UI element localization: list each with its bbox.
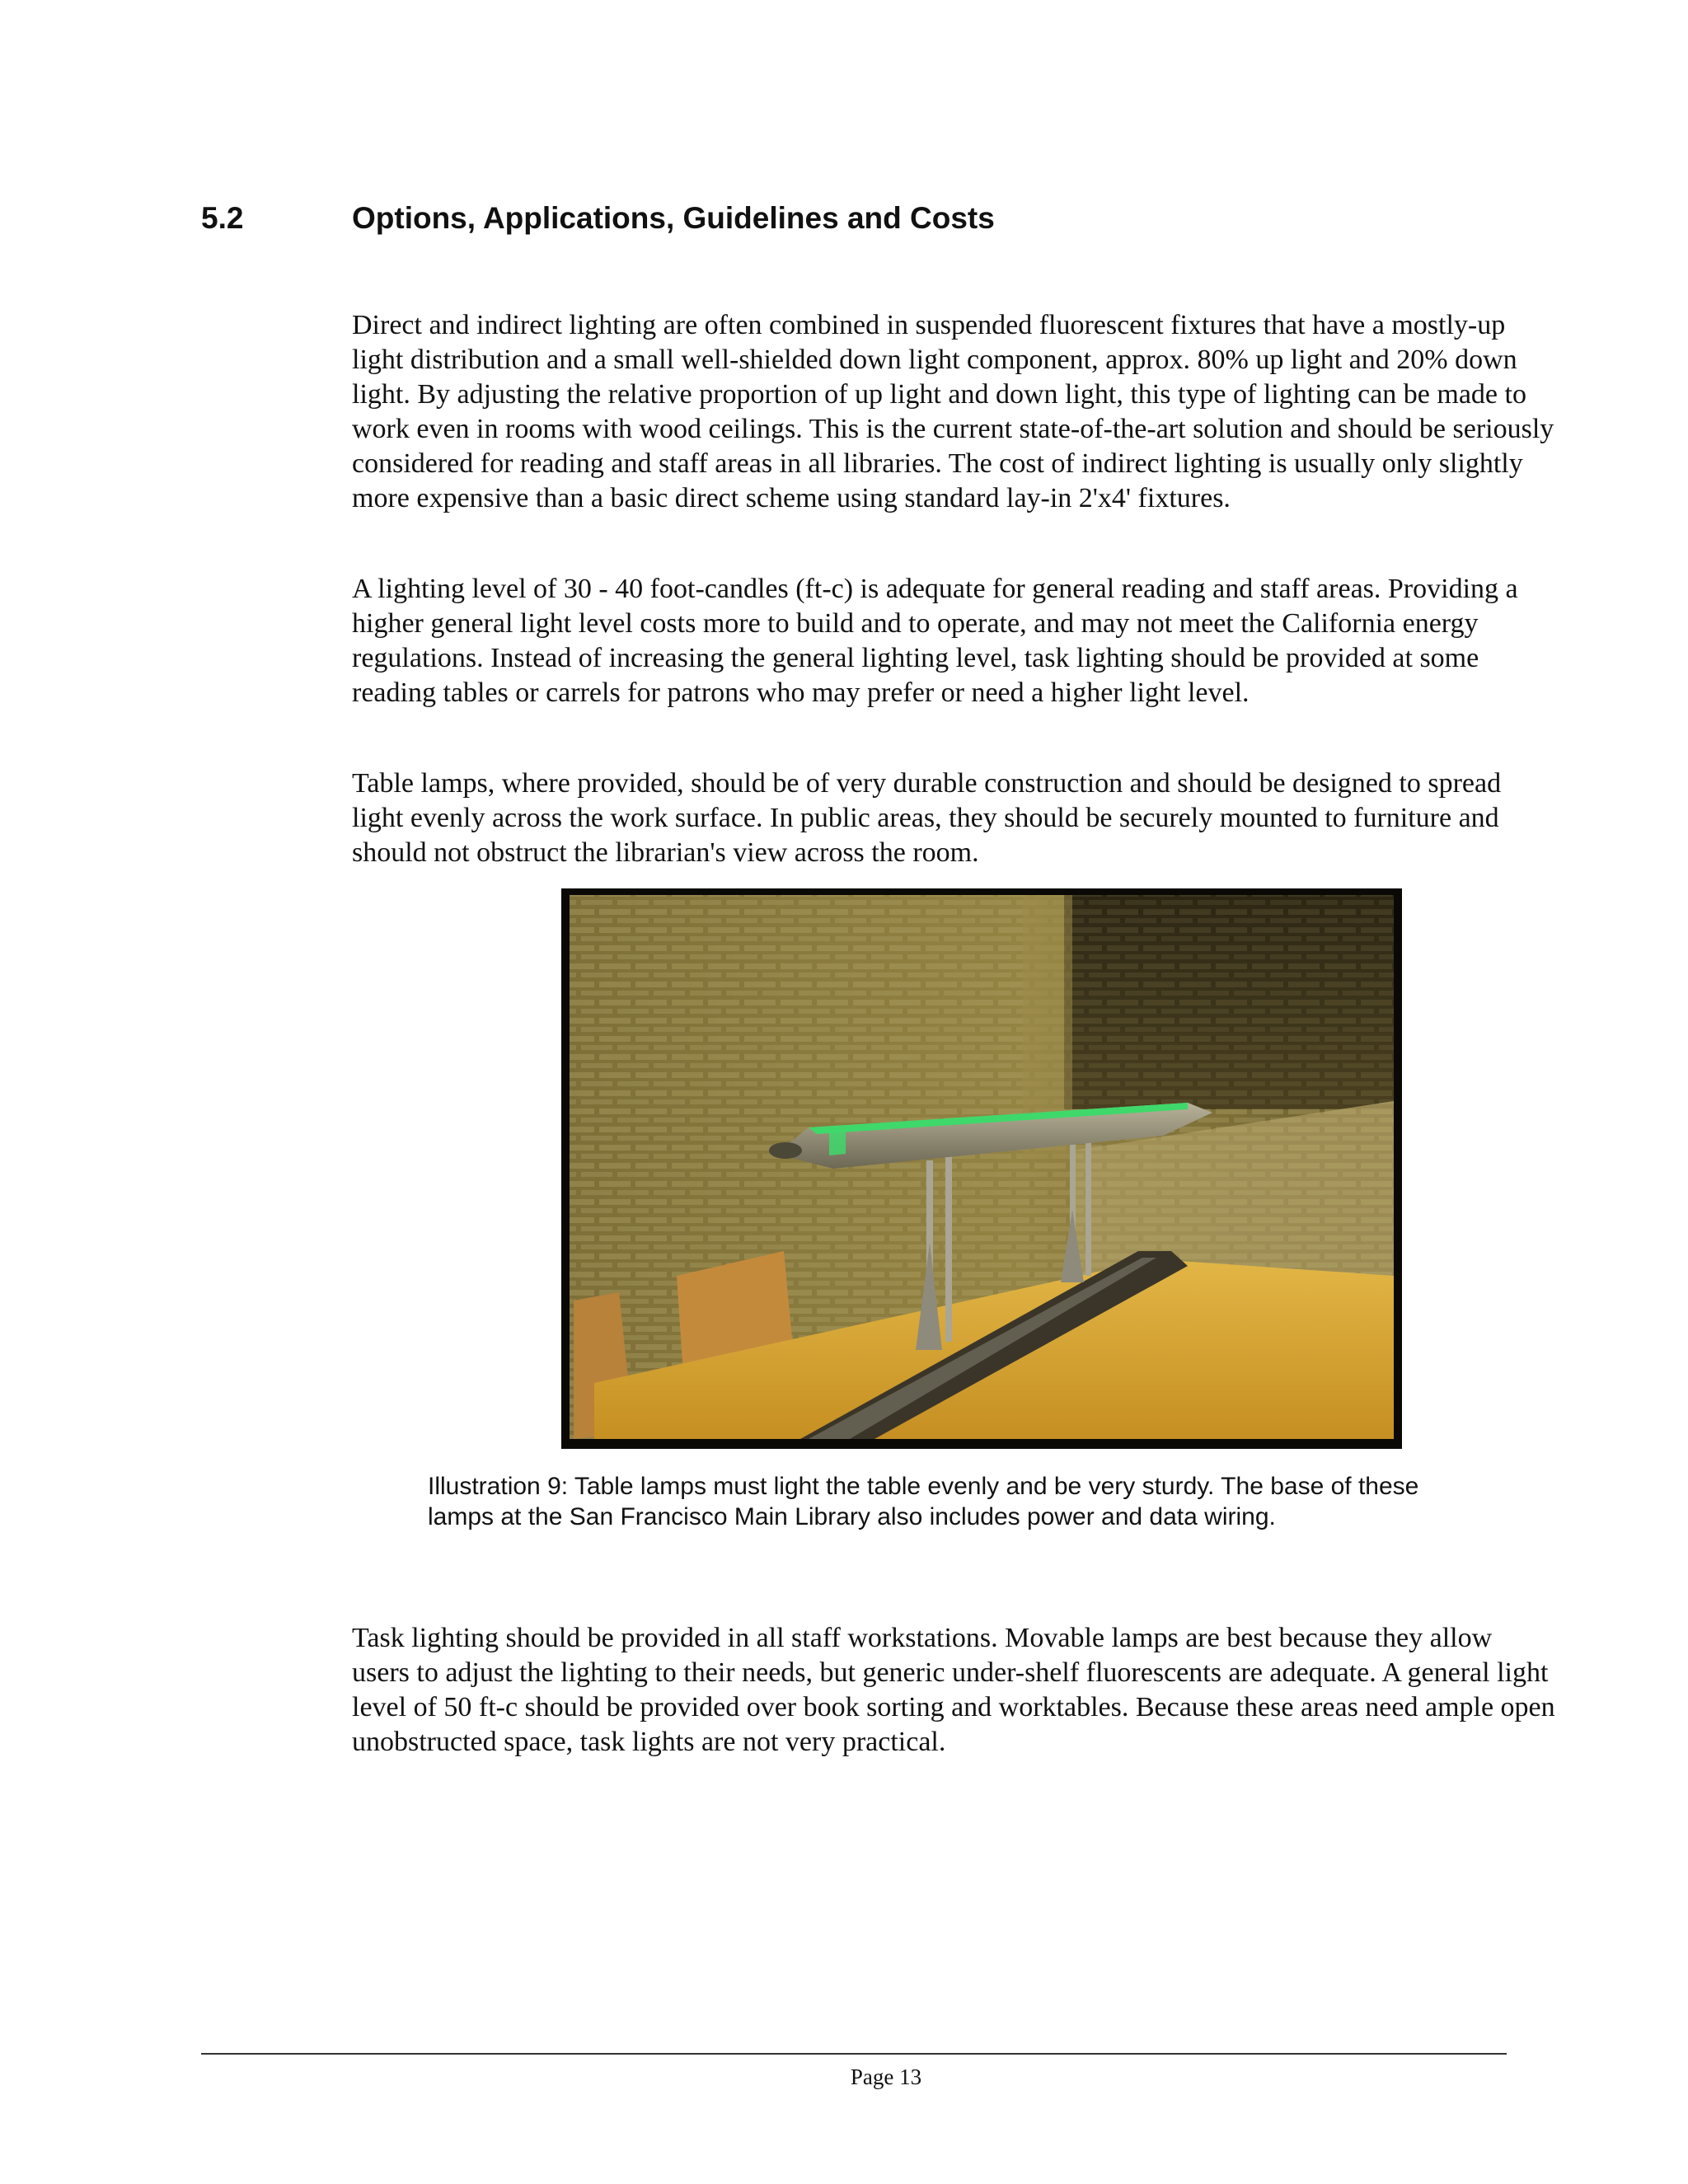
- photo-illustration: [561, 888, 1402, 1449]
- paragraph-indirect-lighting: Direct and indirect lighting are often combined in suspended fluorescent fixtures that have a mostly-up light distribution and a small well-shielded down light component, approx. 80% up light and 20% down light. By adjusting the relative proportion of up light and down light, this type of lighting can be made to work even in rooms with wood ceilings. This is the current state-of-the-art solution and should be seriously considered for reading and staff areas in all libraries. The cost of indirect lighting is usually only slightly more expensive than a basic direct scheme using standard lay-in 2'x4' fixtures.: [352, 310, 1554, 513]
- footer-divider: [201, 2053, 1507, 2055]
- paragraph-table-lamps: Table lamps, where provided, should be of very durable construction and should be designed to spread light evenly across the work surface. In public areas, they should be securely mounted to furniture and should not obstruct the librarian's view across the room.: [352, 768, 1502, 868]
- section-title: Options, Applications, Guidelines and Costs: [352, 201, 995, 235]
- page-number: Page 13: [850, 2064, 922, 2089]
- paragraph-lighting-level: A lighting level of 30 - 40 foot-candles (ft-c) is adequate for general reading and staff areas. Providing a higher general light level costs more to build and to operate, and may not meet the California energy regulations. Instead of increasing the general lighting level, task lighting should be provided at some reading tables or carrels for patrons who may prefer or need a higher light level.: [352, 574, 1518, 708]
- figure-caption: Illustration 9: Table lamps must light the table evenly and be very sturdy. The base of these lamps at the San Francisco Main Library also includes power and data wiring.: [428, 1473, 1419, 1530]
- paragraph-task-lighting: Task lighting should be provided in all staff workstations. Movable lamps are best because they allow users to adjust the lighting to their needs, but generic under-shelf fluorescents are adequate. A general light level of 50 ft-c should be provided over book sorting and worktables. Because these areas need ample open unobstructed space, task lights are not very practical.: [352, 1623, 1555, 1757]
- section-number: 5.2: [201, 201, 244, 235]
- table-lamp-photo: [561, 888, 1402, 1449]
